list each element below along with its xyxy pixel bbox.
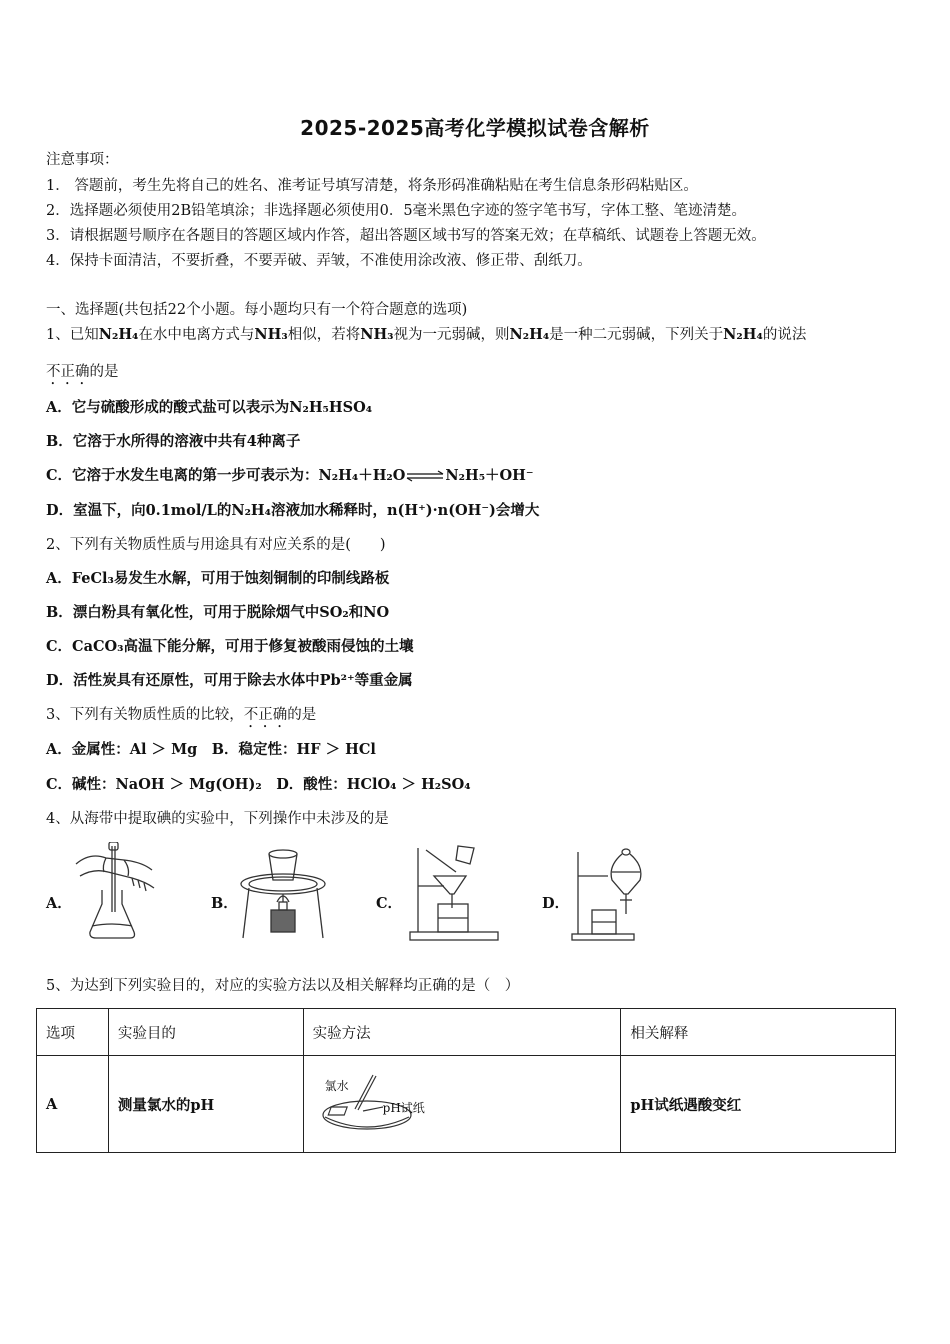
crucible-tripod-icon — [235, 842, 335, 942]
row-option: A — [37, 1056, 109, 1153]
q5-table — [36, 1008, 896, 1153]
q4-option-a[interactable] — [46, 842, 206, 952]
chlorine-water-label: 氯水 — [324, 1079, 349, 1093]
notice-item-2: 2．选择题必须使用2B铅笔填涂；非选择题必须使用0．5毫米黑色字迹的签字笔书写，字体工整、笔迹清楚。 — [46, 203, 747, 219]
q4-option-b[interactable] — [211, 842, 371, 952]
q4-option-b-label: B． — [211, 895, 238, 912]
q1-option-c: C．它溶于水发生电离的第一步可表示为：N₂H₄＋H₂O N₂H₅＋OH⁻ — [46, 467, 534, 484]
q4-option-c[interactable] — [376, 842, 536, 952]
q3-options-ab: A．金属性：Al ＞ Mg B．稳定性：HF ＞ HCl — [46, 741, 376, 758]
row-explain: pH试纸遇酸变红 — [621, 1056, 896, 1153]
q1-negation: 不正确 — [46, 364, 90, 380]
notice-item-3: 3．请根据题号顺序在各题目的答题区域内作答，超出答题区域书写的答案无效；在草稿纸、试题卷上答题无效。 — [46, 228, 766, 244]
q2-option-d: D．活性炭具有还原性，可用于除去水体中Pb²⁺等重金属 — [46, 672, 413, 689]
table-header-row — [37, 1009, 896, 1056]
q2-option-a: A．FeCl₃易发生水解，可用于蚀刻铜制的印制线路板 — [46, 570, 390, 587]
q3-negation: 不正确 — [243, 707, 288, 723]
q2-stem: 2、下列有关物质性质与用途具有对应关系的是( ) — [46, 537, 386, 553]
q4-option-d[interactable] — [542, 842, 702, 952]
q1-option-b: B．它溶于水所得的溶液中共有4种离子 — [46, 433, 301, 450]
section-heading: 一、选择题(共包括22个小题。每小题均只有一个符合题意的选项) — [46, 302, 468, 318]
ph-test-diagram — [313, 1069, 463, 1139]
q4-stem: 4、从海带中提取碘的实验中，下列操作中未涉及的是 — [46, 811, 389, 827]
ph-paper-label: pH试纸 — [382, 1101, 425, 1115]
q4-option-c-label: C． — [376, 895, 403, 912]
q1-option-d: D．室温下，向0.1mol/L的N₂H₄溶液加水稀释时，n(H⁺)·n(OH⁻)会增大 — [46, 502, 540, 519]
table-header-option: 选项 — [37, 1009, 109, 1056]
table-header-purpose: 实验目的 — [108, 1009, 303, 1056]
q4-option-d-label: D． — [542, 895, 570, 912]
notice-item-4: 4．保持卡面清洁，不要折叠，不要弄破、弄皱，不准使用涂改液、修正带、刮纸刀。 — [46, 253, 592, 269]
row-method — [303, 1056, 621, 1153]
q4-options — [46, 842, 906, 952]
q1-stem: 1、已知N₂H₄在水中电离方式与NH₃相似，若将NH₃视为一元弱碱，则N₂H₄是一种二元弱碱，下列关于N₂H₄的说法 — [46, 326, 807, 343]
equilibrium-arrow-icon — [405, 470, 445, 482]
q1-option-a: A．它与硫酸形成的酸式盐可以表示为N₂H₅HSO₄ — [46, 399, 373, 416]
flask-dropper-icon — [72, 842, 162, 942]
q2-option-c: C．CaCO₃高温下能分解，可用于修复被酸雨侵蚀的土壤 — [46, 638, 414, 655]
q2-option-b: B．漂白粉具有氧化性，可用于脱除烟气中SO₂和NO — [46, 604, 390, 621]
separatory-funnel-icon — [568, 842, 658, 942]
q4-option-a-label: A． — [46, 895, 72, 912]
q3-stem: 3、下列有关物质性质的比较，不正确的是 — [46, 707, 317, 723]
row-purpose: 测量氯水的pH — [108, 1056, 303, 1153]
notice-heading: 注意事项： — [46, 152, 119, 168]
page-title: 2025-2025高考化学模拟试卷含解析 — [300, 116, 650, 140]
table-header-method: 实验方法 — [303, 1009, 621, 1056]
q1-stem-cont: 不正确的是 — [46, 364, 119, 380]
filtration-funnel-icon — [404, 842, 504, 942]
table-header-explain: 相关解释 — [621, 1009, 896, 1056]
table-row — [37, 1056, 896, 1153]
q3-options-cd: C．碱性：NaOH ＞ Mg(OH)₂ D．酸性：HClO₄ ＞ H₂SO₄ — [46, 776, 471, 793]
notice-item-1: 1． 答题前，考生先将自己的姓名、准考证号填写清楚，将条形码准确粘贴在考生信息条形码粘贴区。 — [46, 178, 698, 194]
q5-stem: 5、为达到下列实验目的，对应的实验方法以及相关解释均正确的是（ ） — [46, 978, 520, 994]
